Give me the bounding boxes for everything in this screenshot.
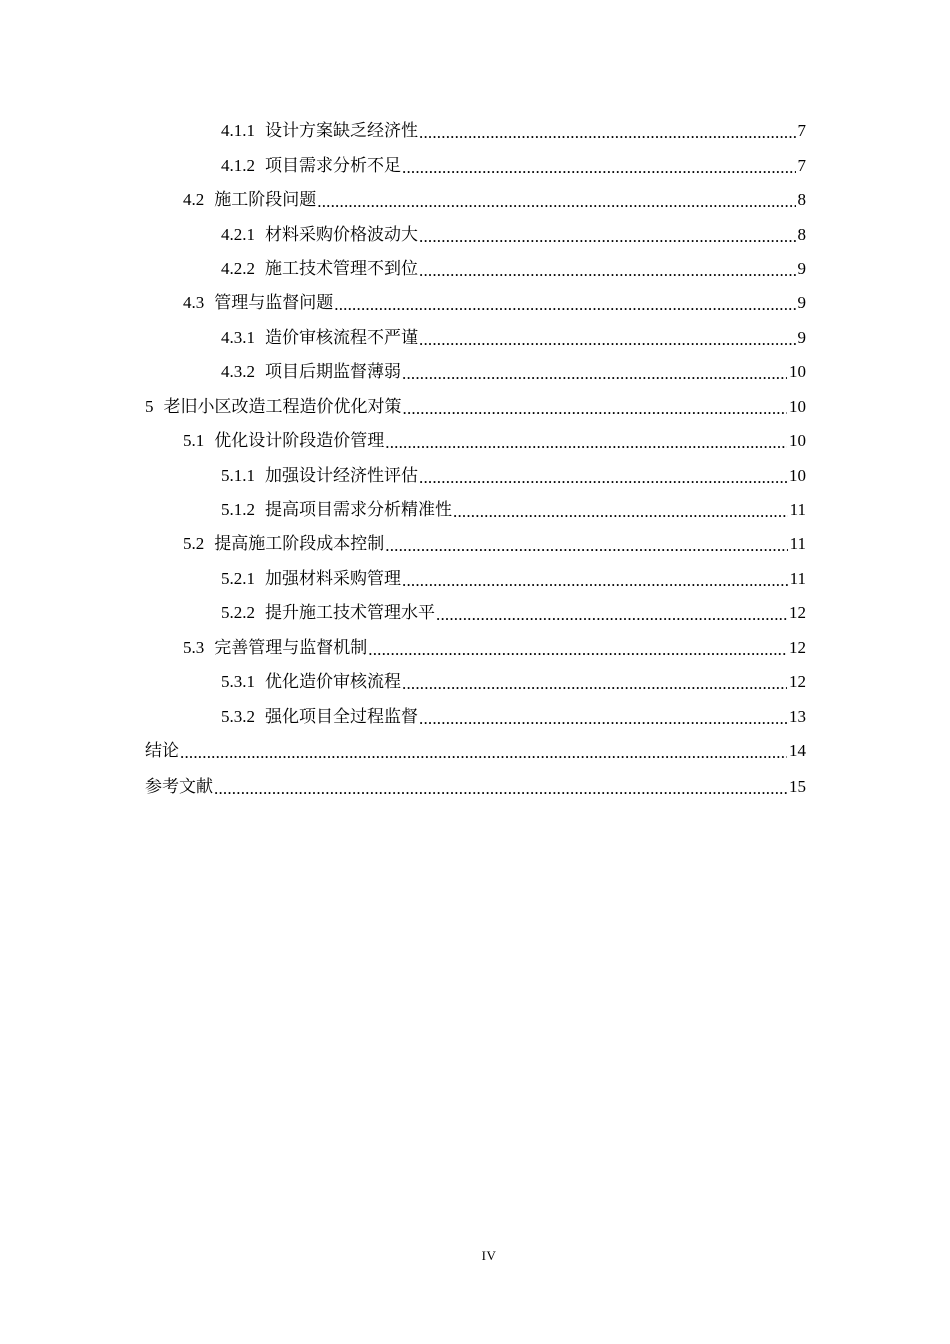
toc-entry-title: 老旧小区改造工程造价优化对策 (163, 396, 402, 416)
toc-dot-leader (419, 227, 796, 247)
toc-entry-number: 4.2.2 (221, 258, 255, 278)
toc-entry[interactable] (0, 390, 950, 424)
toc-dot-leader (403, 399, 788, 419)
toc-dot-leader (385, 536, 787, 556)
toc-dot-leader (419, 330, 796, 350)
toc-entry-page: 12 (789, 672, 806, 692)
toc-entry-number: 4.3.1 (221, 327, 255, 347)
toc-entry-number: 4.2 (183, 190, 205, 210)
toc-entry-page: 10 (789, 465, 806, 485)
toc-entry-number: 4.2.1 (221, 224, 255, 244)
toc-entry-number: 5.1.1 (221, 465, 255, 485)
toc-entry[interactable] (0, 734, 950, 768)
toc-entry-title: 强化项目全过程监督 (265, 706, 418, 726)
toc-dot-leader (419, 123, 796, 143)
page-number-footer: IV (481, 1248, 497, 1263)
toc-entry[interactable] (0, 665, 950, 699)
toc-entry-title: 材料采购价格波动大 (265, 224, 418, 244)
toc-entry-page: 8 (797, 224, 806, 244)
toc-entry-page: 10 (789, 362, 806, 382)
toc-entry[interactable] (0, 424, 950, 458)
toc-dot-leader (402, 674, 787, 694)
toc-entry-title: 提升施工技术管理水平 (265, 603, 435, 623)
toc-entry[interactable] (0, 286, 950, 320)
toc-entry[interactable] (0, 217, 950, 251)
toc-entry-title: 提高施工阶段成本控制 (214, 534, 385, 554)
toc-entry-title: 加强设计经济性评估 (265, 465, 418, 485)
toc-entry-page: 15 (789, 777, 806, 797)
toc-dot-leader (402, 571, 788, 591)
toc-dot-leader (402, 158, 796, 178)
toc-entry[interactable] (0, 252, 950, 286)
toc-entry-page: 8 (797, 190, 806, 210)
toc-entry-number: 5.1 (183, 431, 205, 451)
toc-dot-leader (214, 779, 787, 799)
toc-entry-title: 项目需求分析不足 (265, 155, 401, 175)
toc-entry-title: 管理与监督问题 (214, 293, 334, 313)
toc-dot-leader (180, 743, 787, 763)
toc-entry-number: 4.1.1 (221, 121, 255, 141)
toc-entry-title: 优化造价审核流程 (265, 672, 401, 692)
toc-entry-page: 9 (797, 258, 806, 278)
toc-entry[interactable] (0, 562, 950, 596)
toc-dot-leader (436, 605, 787, 625)
toc-entry-page: 14 (789, 741, 806, 761)
toc-entry-number: 5.3.1 (221, 672, 255, 692)
toc-entry-page: 7 (797, 121, 806, 141)
toc-entry-title: 施工技术管理不到位 (265, 258, 418, 278)
toc-entry-page: 11 (789, 534, 806, 554)
toc-dot-leader (385, 433, 787, 453)
toc-dot-leader (419, 468, 787, 488)
toc-entry-title: 提高项目需求分析精准性 (265, 500, 452, 520)
toc-entry[interactable] (0, 699, 950, 733)
toc-entry-number: 5.3 (183, 637, 205, 657)
toc-dot-leader (368, 640, 787, 660)
toc-entry-number: 5.3.2 (221, 706, 255, 726)
toc-entry[interactable] (0, 183, 950, 217)
toc-dot-leader (419, 709, 787, 729)
toc-entry-number: 4.3.2 (221, 362, 255, 382)
toc-entry[interactable] (0, 493, 950, 527)
toc-entry-title: 参考文献 (145, 777, 213, 797)
toc-entry-page: 11 (789, 568, 806, 588)
toc-entry-title: 加强材料采购管理 (265, 568, 401, 588)
toc-entry[interactable] (0, 631, 950, 665)
toc-entry-page: 12 (789, 637, 806, 657)
toc-entry-number: 5.2 (183, 534, 205, 554)
toc-entry-page: 10 (789, 396, 806, 416)
toc-entry[interactable] (0, 148, 950, 182)
toc-entry-title: 项目后期监督薄弱 (265, 362, 401, 382)
toc-entry-page: 11 (789, 500, 806, 520)
toc-entry-page: 9 (797, 327, 806, 347)
toc-entry[interactable] (0, 768, 950, 806)
toc-entry-number: 5.1.2 (221, 500, 255, 520)
toc-entry-title: 造价审核流程不严谨 (265, 327, 418, 347)
toc-entry-page: 12 (789, 603, 806, 623)
toc-entry-number: 4.1.2 (221, 155, 255, 175)
toc-dot-leader (453, 502, 788, 522)
toc-entry[interactable] (0, 355, 950, 389)
toc-dot-leader (317, 192, 795, 212)
toc-entry[interactable] (0, 458, 950, 492)
toc-entry-page: 7 (797, 155, 806, 175)
toc-entry-page: 9 (797, 293, 806, 313)
toc-entry-title: 设计方案缺乏经济性 (265, 121, 418, 141)
toc-entry-title: 施工阶段问题 (214, 190, 317, 210)
toc-entry-title: 完善管理与监督机制 (214, 637, 368, 657)
toc-entry-number: 5.2.2 (221, 603, 255, 623)
toc-entry[interactable] (0, 596, 950, 630)
toc-dot-leader (334, 295, 795, 315)
toc-entry-number: 4.3 (183, 293, 205, 313)
toc-dot-leader (419, 261, 796, 281)
toc-entry-number: 5.2.1 (221, 568, 255, 588)
toc-entry[interactable] (0, 114, 950, 148)
toc-entry-page: 10 (789, 431, 806, 451)
toc-entry[interactable] (0, 527, 950, 561)
toc-entry-title: 优化设计阶段造价管理 (214, 431, 385, 451)
table-of-contents (0, 114, 950, 806)
toc-entry-page: 13 (789, 706, 806, 726)
toc-dot-leader (402, 364, 787, 384)
toc-entry-title: 结论 (145, 741, 179, 761)
toc-entry-number: 5 (145, 396, 154, 416)
toc-entry[interactable] (0, 321, 950, 355)
